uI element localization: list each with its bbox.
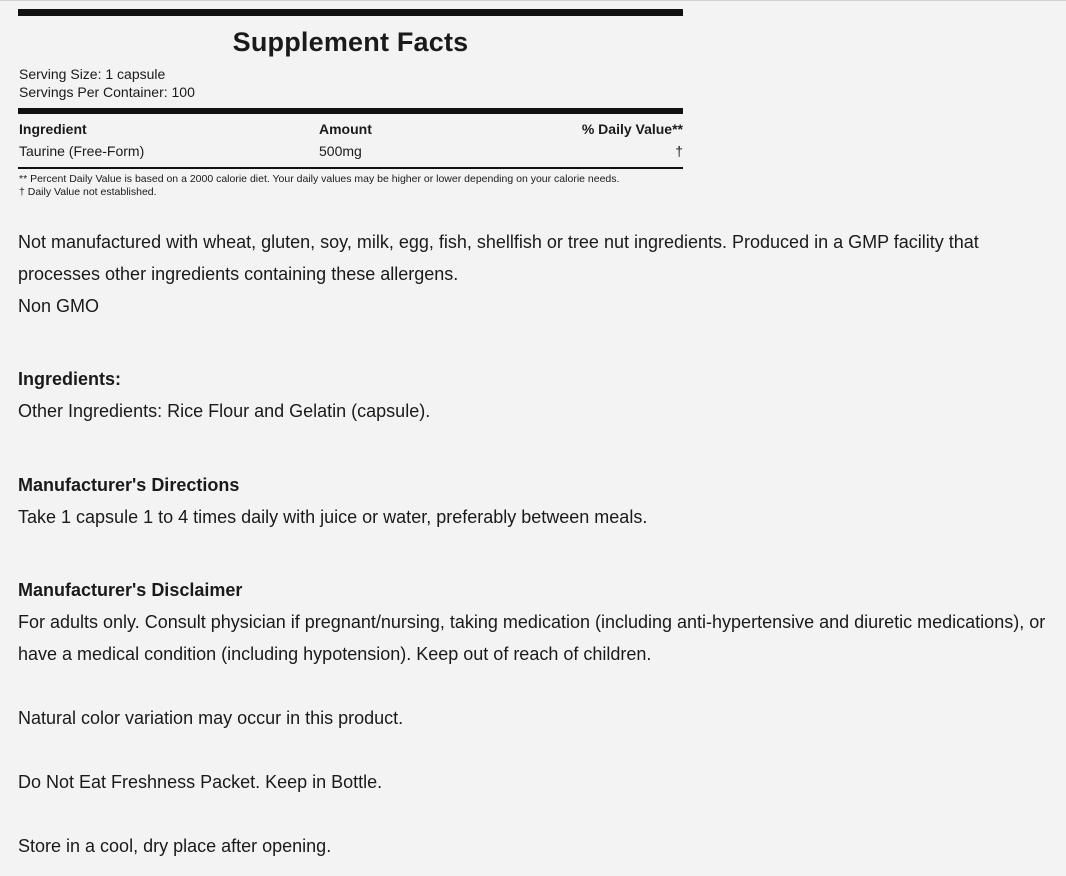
non-gmo-text: Non GMO	[18, 296, 100, 316]
disclaimer-heading: Manufacturer's Disclaimer	[18, 580, 243, 600]
servings-per-container: Servings Per Container: 100	[19, 84, 195, 100]
footnote-percent: ** Percent Daily Value is based on a 2000 calorie diet. Your daily values may be higher or lower depending on your calorie needs.	[19, 173, 620, 185]
header-ingredient: Ingredient	[19, 121, 87, 137]
header-amount: Amount	[319, 121, 372, 137]
facts-footnotes	[18, 173, 683, 199]
note-color-variation: Natural color variation may occur in this product.	[18, 708, 404, 728]
ingredients-text: Other Ingredients: Rice Flour and Gelatin (capsule).	[18, 401, 431, 421]
ingredients-heading: Ingredients:	[18, 369, 122, 389]
note-storage: Store in a cool, dry place after opening.	[18, 836, 332, 856]
note-freshness-packet: Do Not Eat Freshness Packet. Keep in Bottle.	[18, 772, 383, 792]
table-row	[18, 140, 683, 162]
disclaimer-text: For adults only. Consult physician if pregnant/nursing, taking medication (including anti-hypertensive and diuretic medications), or have a medical condition (including hypotension). Keep out of reach of children.	[18, 612, 1046, 664]
serving-size: Serving Size: 1 capsule	[19, 66, 166, 82]
facts-table-header	[18, 118, 683, 140]
supplement-facts-panel	[18, 9, 683, 199]
directions-text: Take 1 capsule 1 to 4 times daily with juice or water, preferably between meals.	[18, 507, 648, 527]
footnote-dagger: † Daily Value not established.	[19, 186, 157, 198]
allergen-text: Not manufactured with wheat, gluten, soy, milk, egg, fish, shellfish or tree nut ingredients. Produced in a GMP facility that processes other ingredients containing these allergens.	[18, 232, 979, 284]
facts-title: Supplement Facts	[232, 27, 469, 57]
serving-info	[18, 65, 683, 101]
facts-mid-rule	[18, 108, 683, 114]
disclaimer-section	[18, 574, 1058, 670]
allergen-section	[18, 226, 1058, 322]
facts-top-rule	[18, 9, 683, 16]
row-daily-value: †	[675, 143, 683, 159]
row-amount: 500mg	[319, 143, 362, 159]
directions-section	[18, 469, 1058, 533]
ingredients-section	[18, 363, 1058, 427]
header-daily-value: % Daily Value**	[581, 121, 683, 137]
row-ingredient: Taurine (Free-Form)	[19, 143, 145, 159]
directions-heading: Manufacturer's Directions	[18, 475, 240, 495]
facts-bottom-rule	[18, 167, 683, 169]
